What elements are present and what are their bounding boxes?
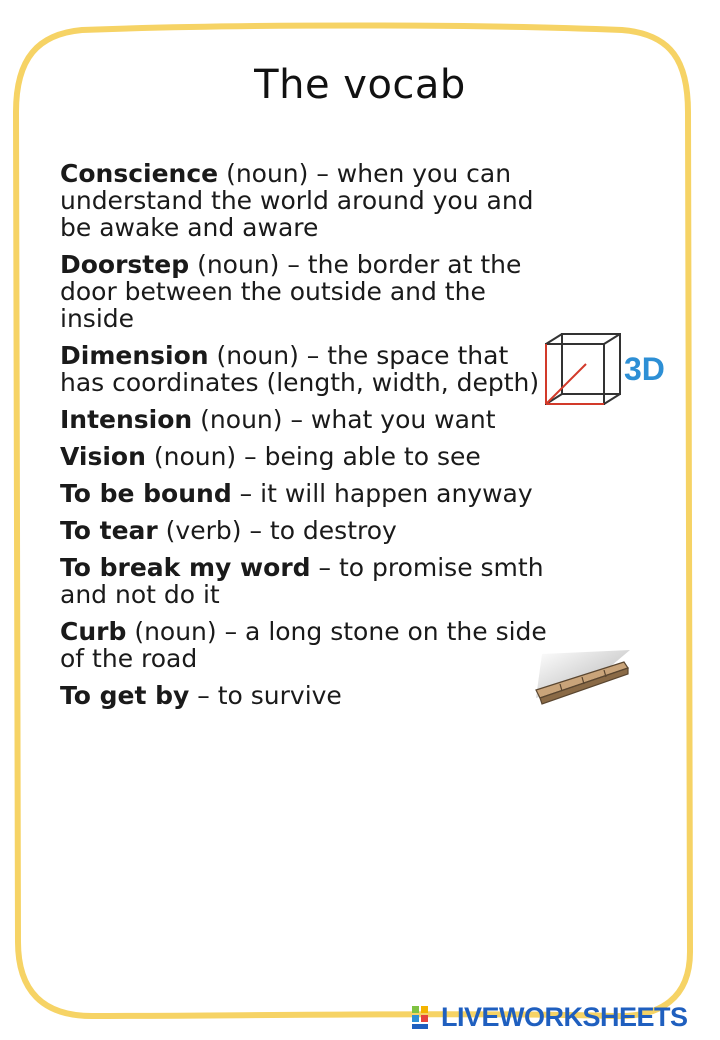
vocab-entry bbox=[60, 682, 560, 709]
vocab-term: Vision bbox=[60, 442, 146, 471]
vocab-list bbox=[60, 160, 560, 719]
vocab-definition: (noun) – the space that has coordinates (length, width, depth) bbox=[60, 341, 540, 397]
vocab-term: To tear bbox=[60, 516, 158, 545]
vocab-term: Doorstep bbox=[60, 250, 190, 279]
vocab-term: To be bound bbox=[60, 479, 232, 508]
vocab-entry bbox=[60, 480, 560, 507]
vocab-entry bbox=[60, 618, 560, 672]
liveworksheets-logo-icon bbox=[412, 1004, 438, 1030]
vocab-definition: (noun) – a long stone on the side of the road bbox=[60, 617, 547, 673]
vocab-definition: – to promise smth and not do it bbox=[60, 553, 544, 609]
vocab-term: Dimension bbox=[60, 341, 209, 370]
liveworksheets-logo bbox=[412, 1000, 712, 1034]
vocab-entry bbox=[60, 160, 560, 241]
vocab-entry bbox=[60, 342, 560, 396]
vocab-term: Conscience bbox=[60, 159, 219, 188]
vocab-definition: (noun) – when you can understand the world around you and be awake and aware bbox=[60, 159, 534, 242]
vocab-definition: (noun) – being able to see bbox=[145, 442, 481, 471]
vocab-entry bbox=[60, 443, 560, 470]
vocab-term: To get by bbox=[60, 681, 190, 710]
vocab-entry bbox=[60, 251, 560, 332]
vocab-entry bbox=[60, 517, 560, 544]
vocab-definition: (verb) – to destroy bbox=[157, 516, 397, 545]
vocab-term: Intension bbox=[60, 405, 193, 434]
cube-3d-label: 3D bbox=[624, 351, 665, 387]
vocab-definition: (noun) – what you want bbox=[192, 405, 496, 434]
vocab-definition: – to survive bbox=[189, 681, 342, 710]
vocab-entry bbox=[60, 554, 560, 608]
curb-stone-icon bbox=[532, 648, 632, 706]
page-title: The vocab bbox=[254, 62, 466, 108]
vocab-definition: (noun) – the border at the door between the outside and the inside bbox=[60, 250, 522, 333]
cube-3d-icon bbox=[540, 330, 672, 412]
vocab-entry bbox=[60, 406, 560, 433]
vocab-definition: – it will happen anyway bbox=[231, 479, 533, 508]
vocab-term: To break my word bbox=[60, 553, 311, 582]
logo-text: LIVEWORKSHEETS bbox=[441, 1001, 688, 1032]
vocab-term: Curb bbox=[60, 617, 127, 646]
